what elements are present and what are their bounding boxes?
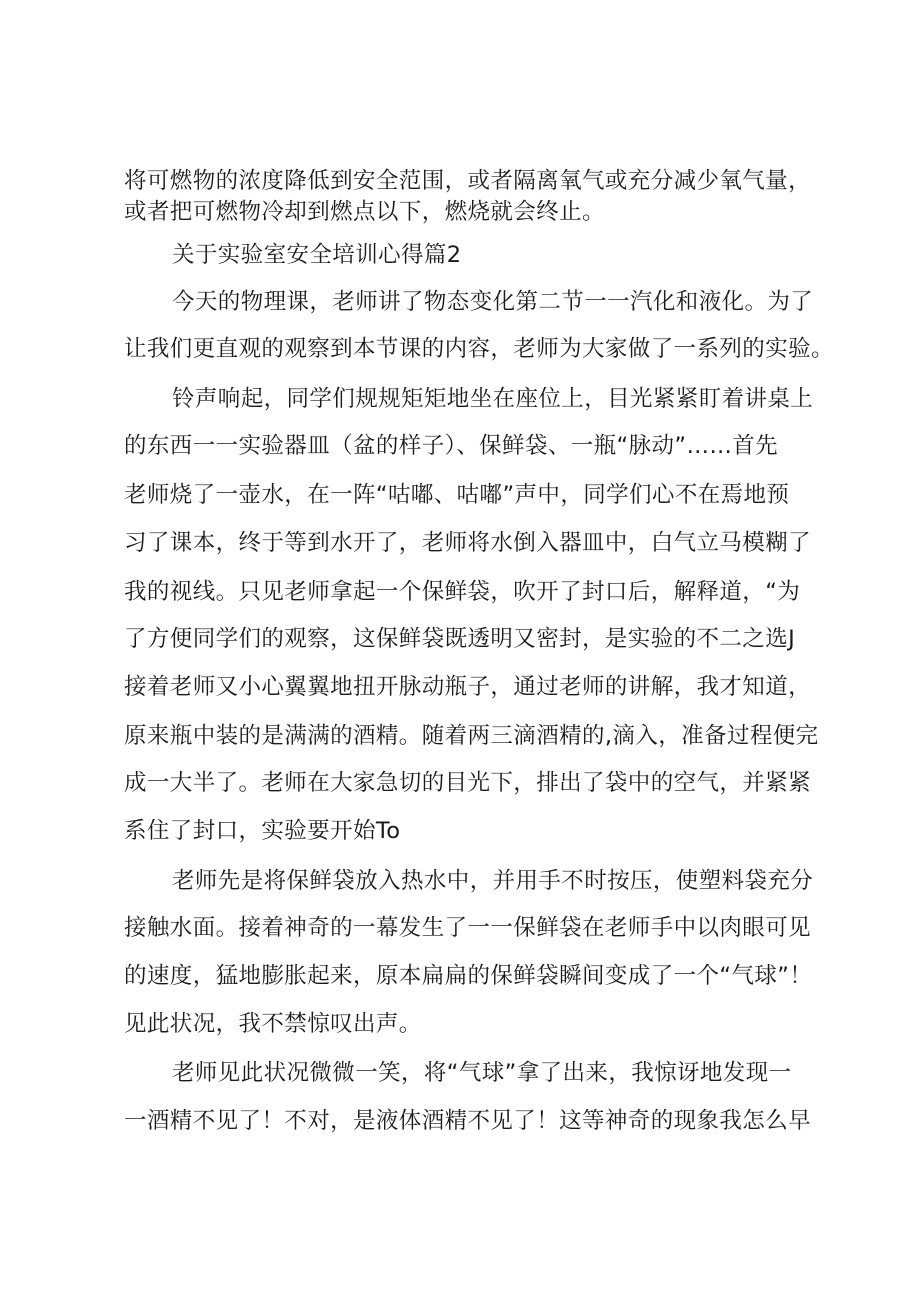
text-line: 见此状况，我不禁惊叹出声。 [124,1011,422,1037]
text-line: 或者把可燃物冷却到燃点以下，燃烧就会终止。 [124,199,605,225]
text-line: 接着老师又小心翼翼地扭开脉动瓶子，通过老师的讲解，我才知道， [124,674,812,700]
text-line: 铃声响起，同学们规规矩矩地坐在座位上，目光紧紧盯着讲桌上 [172,386,814,412]
text-line: 的东西一一实验器皿（盆的样子）、保鲜袋、一瓶“脉动”……首先 [124,433,779,459]
text-line: 我的视线。只见老师拿起一个保鲜袋，吹开了封口后，解释道，“为 [124,579,801,605]
text-line: 老师烧了一壶水，在一阵“咕嘟、咕嘟”声中，同学们心不在焉地预 [124,482,790,508]
text-line: 的速度，猛地膨胀起来，原本扁扁的保鲜袋瞬间变成了一个“气球”！ [124,963,813,989]
text-line: 今天的物理课，老师讲了物态变化第二节一一汽化和液化。为了 [172,289,814,315]
text-line: 成一大半了。老师在大家急切的目光下，排出了袋中的空气，并紧紧 [124,770,812,796]
text-line: 了方便同学们的观察，这保鲜袋既透明又密封，是实验的不二之选J [124,626,796,652]
text-line: 一酒精不见了！不对，是液体酒精不见了！这等神奇的现象我怎么早 [124,1108,812,1134]
text-line: 习了课本，终于等到水开了，老师将水倒入器皿中，白气立马模糊了 [124,530,812,556]
text-line: 老师见此状况微微一笑，将“气球”拿了出来，我惊讶地发现一 [172,1060,792,1086]
text-line: 将可燃物的浓度降低到安全范围，或者隔离氧气或充分减少氧气量， [124,168,812,194]
text-line: 原来瓶中装的是满满的酒精。随着两三滴酒精的,滴入，准备过程便完 [124,723,819,749]
text-line: 让我们更直观的观察到本节课的内容，老师为大家做了一系列的实验。 [124,336,834,362]
section-heading: 关于实验室安全培训心得篇2 [172,242,462,268]
text-line: 老师先是将保鲜袋放入热水中，并用手不时按压，使塑料袋充分 [172,868,814,894]
text-line: 系住了封口，实验要开始To [124,818,401,844]
text-line: 接触水面。接着神奇的一幕发生了一一保鲜袋在老师手中以肉眼可见 [124,915,812,941]
